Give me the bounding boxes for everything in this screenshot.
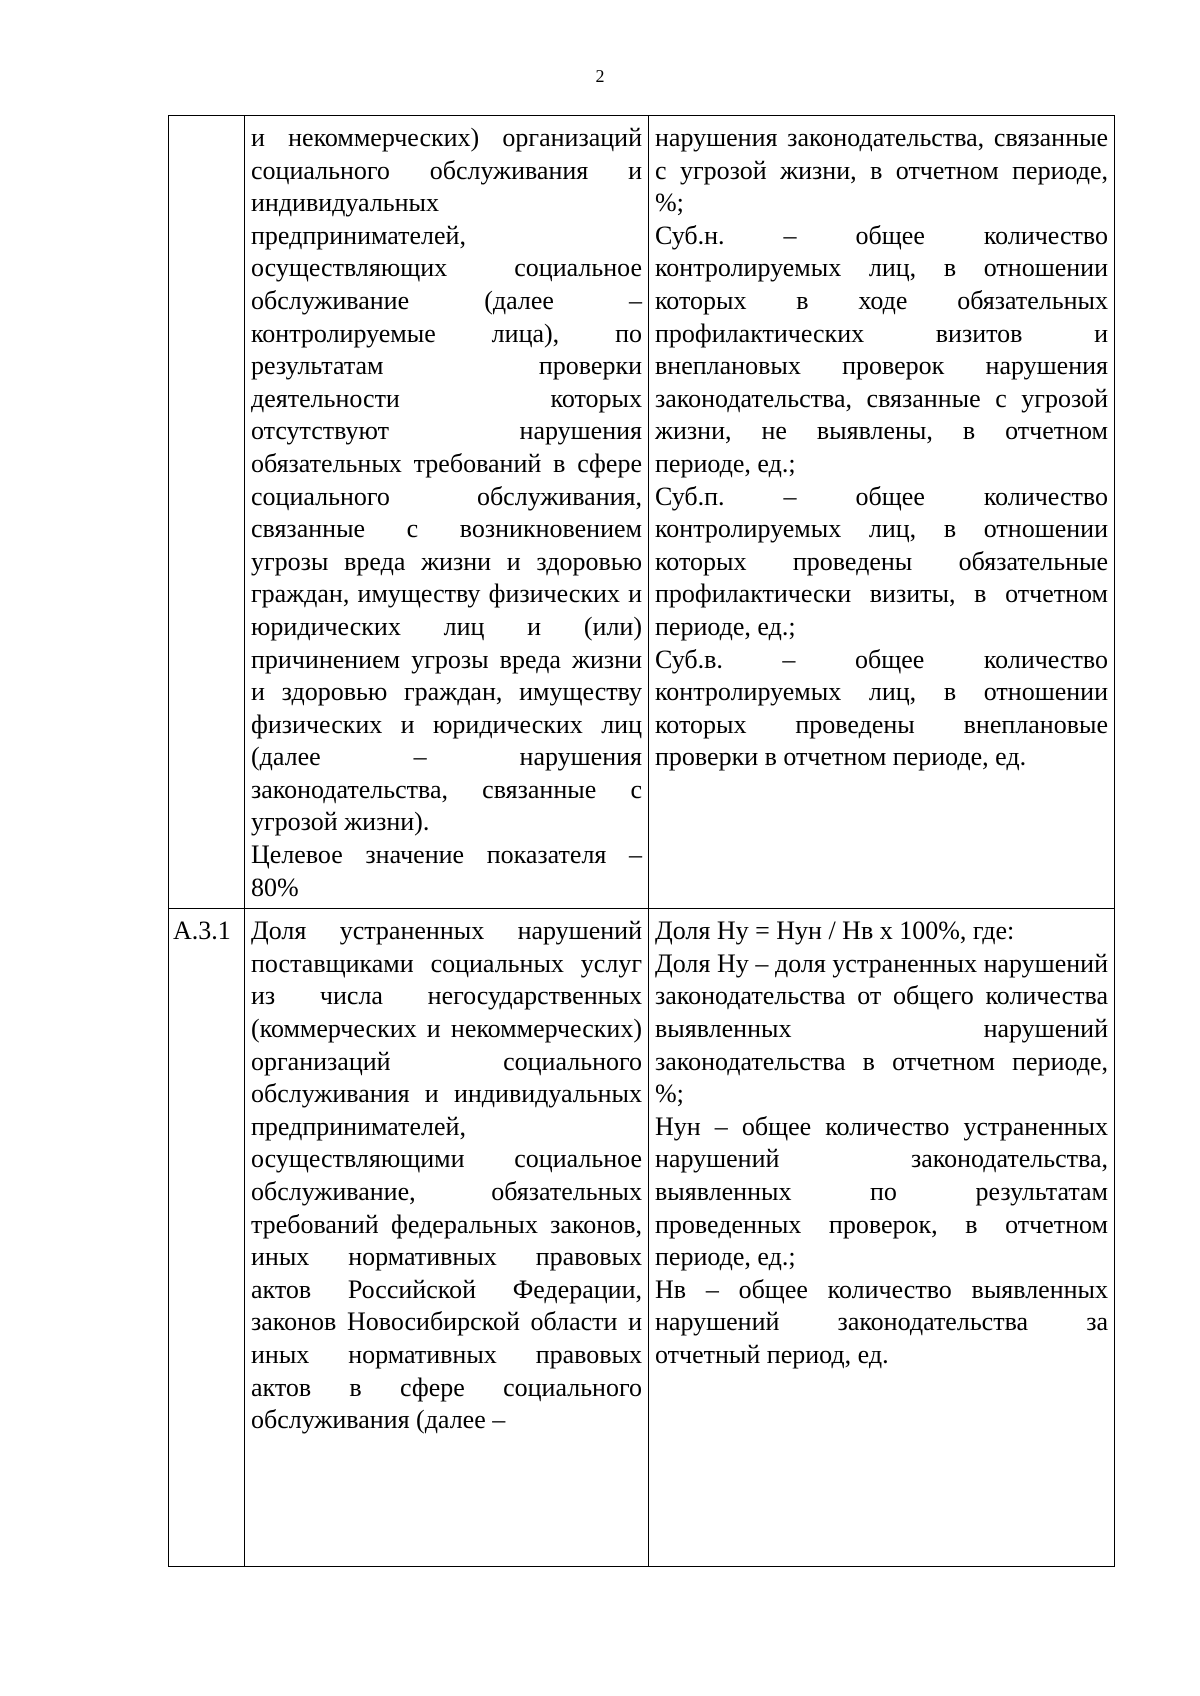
formula-cell	[649, 116, 1115, 909]
formula-cell	[649, 909, 1115, 1567]
formula-text: нарушения законодательства, связанные с угрозой жизни, в отчетном периоде, %; Суб.н. – общее количество контролируемых лиц, в отношении которых в ходе обязательных профилактических визитов и внеплановых проверок нарушения законодательства, связанные с угрозой жизни, не выявлены, в отчетном периоде, ед.; Суб.п. – общее количество контролируемых лиц, в отношении которых проведены обязательные профилактически визиты, в отчетном периоде, ед.; Суб.в. – общее количество контролируемых лиц, в отношении которых проведены внеплановые проверки в отчетном периоде, ед.	[655, 123, 1108, 772]
indicator-cell	[245, 116, 649, 909]
row-code-cell	[169, 116, 245, 909]
indicator-text: Доля устраненных нарушений поставщиками социальных услуг из числа негосударственных (коммерческих и некоммерческих) организаций социального обслуживания и индивидуальных предпринимателей, осуществляющими социальное обслуживание, обязательных требований федеральных законов, иных нормативных правовых актов Российской Федерации, законов Новосибирской области и иных нормативных правовых актов в сфере социального обслуживания (далее –	[251, 916, 642, 1435]
indicator-text: и некоммерческих) организаций социального обслуживания и индивидуальных предпринимателей, осуществляющих социальное обслуживание (далее – контролируемые лица), по результатам проверки деятельности которых отсутствуют нарушения обязательных требований в сфере социального обслуживания, связанные с возникновением угрозы вреда жизни и здоровью граждан, имуществу физических и юридических лиц и (или) причинением угрозы вреда жизни и здоровью граждан, имуществу физических и юридических лиц (далее – нарушения законодательства, связанные с угрозой жизни). Целевое значение показателя – 80%	[251, 123, 642, 902]
formula-text: Доля Ну = Нун / Нв х 100%, где: Доля Ну – доля устраненных нарушений законодательства от общего количества выявленных нарушений законодательства в отчетном периоде, %; Нун – общее количество устраненных нарушений законодательства, выявленных по результатам проведенных проверок, в отчетном периоде, ед.; Нв – общее количество выявленных нарушений законодательства за отчетный период, ед.	[655, 916, 1108, 1369]
row-code-cell: А.3.1	[169, 909, 245, 1567]
table-row	[169, 116, 1115, 909]
indicators-table	[168, 115, 1115, 1567]
table-row	[169, 909, 1115, 1567]
page-number: 2	[595, 66, 605, 86]
indicator-cell	[245, 909, 649, 1567]
